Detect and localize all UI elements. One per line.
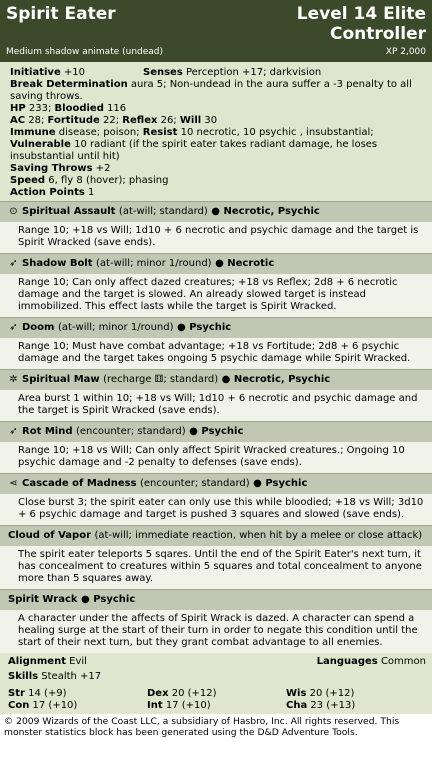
monster-level-role [297,4,426,44]
con-value: 17 (+10) [32,700,78,711]
aura-value: aura 5; Non-undead in the aura suffer a -3 penalty to all saving throws. [10,79,412,102]
power-description: A character under the affects of Spirit Wrack is dazed. A character can spend a healing surge at the start of their turn in order to negate this condition until the start of their next turn, but they grant combat advantage to all enemies. [0,610,432,653]
saving-throws-label: Saving Throws [10,163,93,174]
int-label: Int [147,700,163,711]
wis-value: 20 (+12) [309,688,355,699]
power-keywords: ● Psychic [177,322,232,333]
fortitude-label: Fortitude [47,115,100,126]
power-header [0,317,432,338]
power-usage: (at-will; minor 1/round) [96,258,212,269]
con-label: Con [8,700,30,711]
footer-section [0,653,432,714]
bloodied-value: 116 [107,103,127,114]
fortitude-value: 22; [103,115,120,126]
action-points-value: 1 [88,187,95,198]
power-keywords: ● Necrotic, Psychic [221,374,331,385]
immune-label: Immune [10,127,56,138]
cha-value: 23 (+13) [310,700,356,711]
saving-throws-row [10,163,426,175]
senses-label: Senses [143,67,183,78]
vulnerable-label: Vulnerable [10,139,71,150]
power-name: Cascade of Madness [22,478,137,489]
ranged-icon: ➶ [9,426,18,437]
vulnerable-row [10,139,426,163]
reflex-value: 26; [160,115,177,126]
power-description: Range 10; +18 vs Will; Can only affect Spirit Wracked creatures.; Ongoing 10 psychic damage and -2 penalty to defenses (save ends). [0,442,432,473]
power-name: Spiritual Maw [22,374,100,385]
melee-basic-icon: ⊙ [9,206,18,217]
ability-row-1 [8,688,426,700]
monster-name: Spirit Eater [6,4,116,24]
initiative-label: Initiative [10,67,61,78]
ac-label: AC [10,115,26,126]
ac-value: 28; [28,115,45,126]
power-description: Close burst 3; the spirit eater can only use this while bloodied; +18 vs Will; 3d10 + 6 psychic damage and target is pushed 3 squares and slowed (save ends). [0,494,432,525]
wis-label: Wis [286,688,307,699]
ability-row-2 [8,700,426,712]
power-header [0,525,432,546]
will-value: 30 [204,115,218,126]
immune-resist-row [10,127,426,139]
power-name: Shadow Bolt [22,258,93,269]
cha-label: Cha [286,700,308,711]
powers-section [0,201,432,653]
hp-label: HP [10,103,26,114]
power-description: Range 10; Must have combat advantage; +18 vs Fortitude; 2d8 + 6 psychic damage and the target takes ongoing 5 psychic damage while Spirit Wracked. [0,338,432,369]
speed-label: Speed [10,175,46,186]
monster-type: Medium shadow animate (undead) [6,47,164,57]
role-line: Controller [329,24,426,44]
speed-row [10,175,426,187]
power-name: Spirit Wrack [8,594,78,605]
power-usage: (recharge ⚅; standard) [103,374,219,385]
power-usage: (at-will; standard) [118,206,208,217]
will-label: Will [179,115,202,126]
power-description: Range 10; +18 vs Will; 1d10 + 6 necrotic and psychic damage and the target is Spirit Wracked (save ends). [0,222,432,253]
power-keywords: ● Necrotic, Psychic [211,206,320,217]
action-points-row [10,187,426,199]
resist-label: Resist [142,127,178,138]
alignment-value: Evil [69,656,87,667]
area-icon: ✲ [9,374,18,385]
power-description: Range 10; Can only affect dazed creatures; +18 vs Reflex; 2d8 + 6 necrotic damage and the target is slowed. An already slowed target is instead immobilized. This effect lasts while the target is Spirit Wracked. [0,274,432,317]
power-header [0,589,432,610]
bloodied-label: Bloodied [54,103,104,114]
resist-value: 10 necrotic, 10 psychic , insubstantial; [180,127,374,138]
power-keywords: ● Psychic [81,594,136,605]
alignment-languages-row [8,656,426,668]
str-label: Str [8,688,25,699]
monster-xp: XP 2,000 [385,47,426,57]
power-header [0,201,432,222]
copyright-notice: © 2009 Wizards of the Coast LLC, a subsidiary of Hasbro, Inc. All rights reserved. This monster statistics block has been generated using the D&D Adventure Tools. [0,714,432,740]
alignment-label: Alignment [8,656,66,667]
saving-throws-value: +2 [95,163,111,174]
hp-row [10,103,426,115]
skills-label: Skills [8,671,39,682]
stats-section [0,62,432,201]
power-name: Rot Mind [22,426,73,437]
power-header [0,473,432,494]
languages-label: Languages [316,656,378,667]
int-value: 17 (+10) [165,700,211,711]
ranged-icon: ➶ [9,322,18,333]
aura-row [10,79,426,103]
dex-value: 20 (+12) [171,688,217,699]
skills-row [8,671,426,683]
power-usage: (at-will; minor 1/round) [57,322,174,333]
defenses-row [10,115,426,127]
level-line: Level 14 Elite [296,4,426,24]
power-keywords: ● Necrotic [215,258,275,269]
languages-value: Common [380,656,426,667]
initiative-value: +10 [63,67,86,78]
close-icon: ⋖ [9,478,18,489]
stat-block-header [0,0,432,62]
dex-label: Dex [147,688,169,699]
power-header [0,421,432,442]
str-value: 14 (+9) [28,688,67,699]
power-usage: (encounter; standard) [75,426,186,437]
power-name: Spiritual Assault [22,206,116,217]
initiative-senses-row [10,67,426,79]
power-name: Cloud of Vapor [8,530,91,541]
power-usage: (encounter; standard) [140,478,250,489]
power-keywords: ● Psychic [189,426,244,437]
hp-value: 233; [28,103,52,114]
aura-label: Break Determination [10,79,128,90]
reflex-label: Reflex [122,115,158,126]
power-usage: (at-will; immediate reaction, when hit by a melee or close attack) [94,530,423,541]
power-header [0,253,432,274]
immune-value: disease; poison; [58,127,140,138]
senses-value: Perception +17; darkvision [185,67,322,78]
vulnerable-value: 10 radiant (if the spirit eater takes radiant damage, he loses insubstantial until hit) [10,139,378,162]
power-header [0,369,432,390]
action-points-label: Action Points [10,187,85,198]
power-name: Doom [22,322,55,333]
power-description: Area burst 1 within 10; +18 vs Will; 1d10 + 6 necrotic and psychic damage and the target is Spirit Wracked (save ends). [0,390,432,421]
skills-value: Stealth +17 [41,671,102,682]
ranged-icon: ➶ [9,258,18,269]
power-keywords: ● Psychic [253,478,308,489]
power-description: The spirit eater teleports 5 sqares. Until the end of the Spirit Eater's next turn, it has concealment to creatures within 5 squares and total concealment to anyone more than 5 squares away. [0,546,432,589]
speed-value: 6, fly 8 (hover); phasing [48,175,169,186]
